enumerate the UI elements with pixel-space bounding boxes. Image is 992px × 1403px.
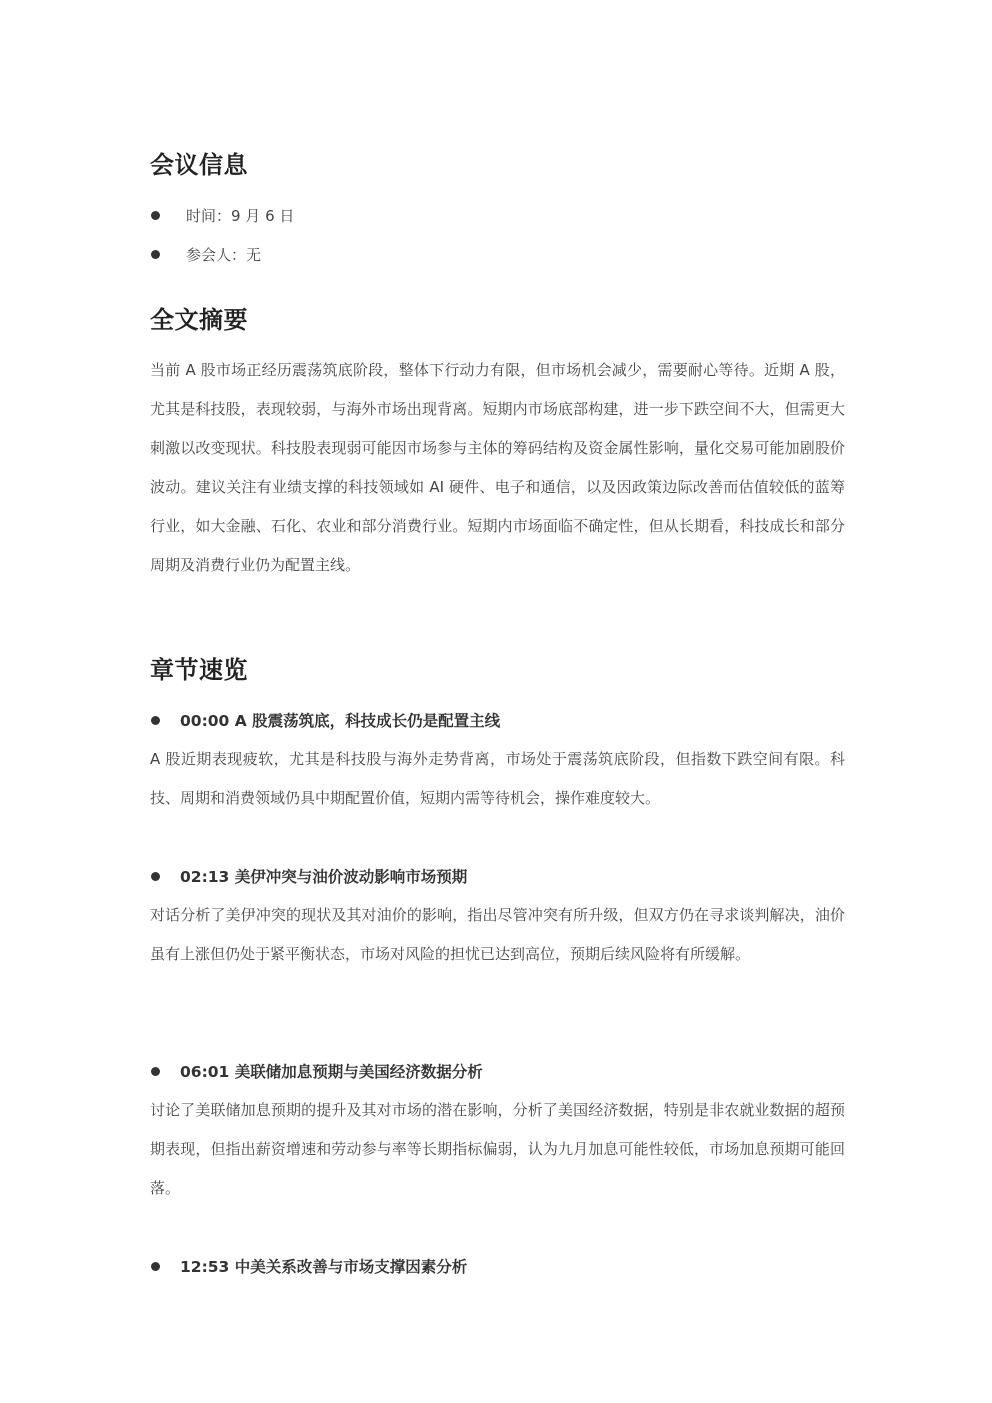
meeting-time-item — [150, 204, 294, 226]
chapter-title: 12:53 中美关系改善与市场支撑因素分析 — [180, 1258, 468, 1276]
bullet-icon — [151, 1262, 160, 1271]
summary-text: 当前 A 股市场正经历震荡筑底阶段，整体下行动力有限，但市场机会减少，需要耐心等待。近期 A 股，尤其是科技股，表现较弱，与海外市场出现背离。短期内市场底部构建，进一步下跌空间不大，但需更大刺激以改变现状。科技股表现弱可能因市场参与主体的筹码结构及资金属性影响，量化交易可能加剧股价波动。建议关注有业绩支撑的科技领域如 AI 硬件、电子和通信，以及因政策边际改善而估值较低的蓝筹行业，如大金融、石化、农业和部分消费行业。短期内市场面临不确定性，但从长期看，科技成长和部分周期及消费行业仍为配置主线。 — [150, 361, 845, 574]
chapter-title: 06:01 美联储加息预期与美国经济数据分析 — [180, 1063, 483, 1081]
meeting-time: 时间：9 月 6 日 — [186, 206, 295, 225]
bullet-icon — [151, 211, 160, 220]
chapter-title: 00:00 A 股震荡筑底，科技成长仍是配置主线 — [180, 712, 501, 730]
chapter-item — [150, 1255, 467, 1277]
chapter-title: 02:13 美伊冲突与油价波动影响市场预期 — [180, 868, 468, 886]
bullet-icon — [151, 1067, 160, 1076]
bullet-icon — [151, 872, 160, 881]
meeting-info-heading: 会议信息 — [150, 151, 248, 179]
summary-heading: 全文摘要 — [150, 306, 248, 334]
chapter-text: 对话分析了美伊冲突的现状及其对油价的影响，指出尽管冲突有所升级，但双方仍在寻求谈判解决，油价虽有上涨但仍处于紧平衡状态，市场对风险的担忧已达到高位，预期后续风险将有所缓解。 — [150, 906, 845, 963]
bullet-icon — [151, 250, 160, 259]
chapter-item — [150, 709, 500, 731]
bullet-icon — [151, 716, 160, 725]
chapters-heading: 章节速览 — [150, 656, 248, 684]
chapter-text: 讨论了美联储加息预期的提升及其对市场的潜在影响，分析了美国经济数据，特别是非农就业数据的超预期表现，但指出薪资增速和劳动参与率等长期指标偏弱，认为九月加息可能性较低，市场加息预期可能回落。 — [150, 1101, 845, 1197]
chapter-item — [150, 865, 467, 887]
chapter-item — [150, 1060, 483, 1082]
chapter-text: A 股近期表现疲软，尤其是科技股与海外走势背离，市场处于震荡筑底阶段，但指数下跌空间有限。科技、周期和消费领域仍具中期配置价值，短期内需等待机会，操作难度较大。 — [150, 750, 845, 807]
meeting-attendees-item — [150, 243, 261, 265]
meeting-attendees: 参会人：无 — [186, 245, 262, 264]
